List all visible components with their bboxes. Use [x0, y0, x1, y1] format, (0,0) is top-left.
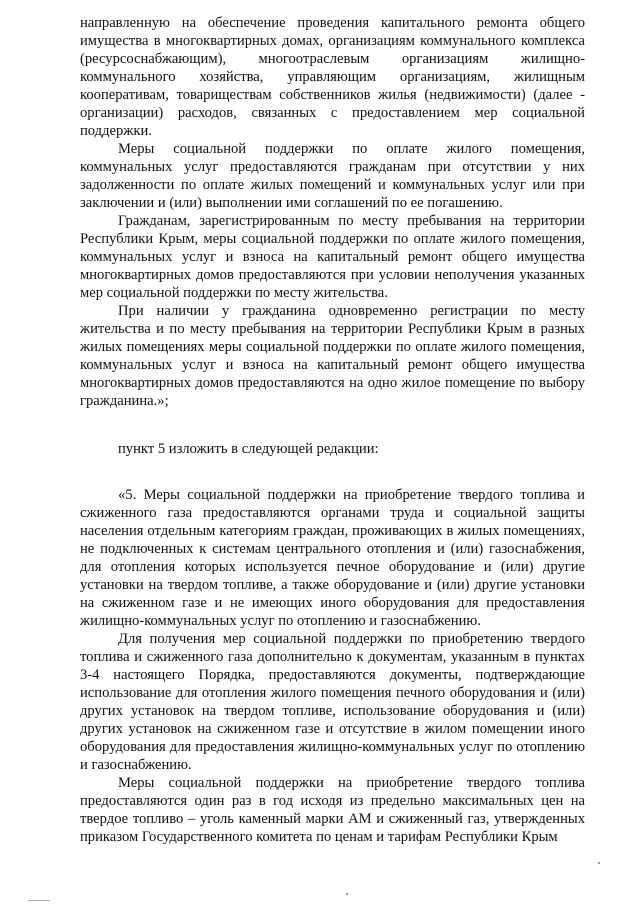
paragraph-debt-condition: Меры социальной поддержки по оплате жилого помещения, коммунальных услуг предоставляются гражданам при отсутствии у них задолженности по оплате жилых помещений и коммунальных услуг или при заключении и (или) выполнении ими соглашений по ее погашению.: [80, 141, 585, 211]
paragraph-temporary-registration: Гражданам, зарегистрированным по месту пребывания на территории Республики Крым, меры социальной поддержки по оплате жилого помещения, коммунальных услуг и взноса на капитальный ремонт общего имущества многоквартирных домов предоставляются при условии неполучения указанных мер социальной поддержки по месту жительства.: [80, 213, 585, 301]
scan-artifact: [346, 893, 348, 895]
scan-artifact: [28, 900, 50, 901]
paragraph-continuation: направленную на обеспечение проведения капитального ремонта общего имущества в многоквартирных домах, организациям коммунального комплекса (ресурсоснабжающим), многоотраслевым организациям жилищно-коммунального хозяйства, управляющим организациям, жилищным кооперативам, товариществам собственников жилья (недвижимости) (далее - организации) расходов, связанных с предоставлением мер социальной поддержки.: [80, 15, 585, 139]
paragraph-fuel-prices: Меры социальной поддержки на приобретение твердого топлива предоставляются один раз в год исходя из предельно максимальных цен на твердое топливо – уголь каменный марки АМ и сжиженный газ, утвержденных приказом Государственного комитета по ценам и тарифам Республики Крым: [80, 775, 585, 845]
document-body: [80, 14, 585, 846]
paragraph-point-5: «5. Меры социальной поддержки на приобретение твердого топлива и сжиженного газа предоставляются органами труда и социальной защиты населения отдельным категориям граждан, проживающих в жилых помещениях, не подключенных к системам центрального отопления и (или) газоснабжения, для отопления которых используется печное оборудование и (или) другие установки на твердом топливе, а также оборудование и (или) другие установки на сжиженном газе и не имеющих иного оборудования для предоставления жилищно-коммунальных услуг по отоплению и газоснабжению.: [80, 487, 585, 629]
paragraph-amendment-intro: пункт 5 изложить в следующей редакции:: [118, 441, 379, 457]
paragraph-required-documents: Для получения мер социальной поддержки по приобретению твердого топлива и сжиженного газа дополнительно к документам, указанным в пунктах 3-4 настоящего Порядка, предоставляются документы, подтверждающие использование для отопления жилого помещения печного оборудования и (или) других установок на твердом топливе, использование оборудования и (или) других установок на сжиженном газе и отсутствие в жилом помещении иного оборудования для предоставления жилищно-коммунальных услуг по отоплению и газоснабжению.: [80, 631, 585, 773]
scan-artifact: [598, 862, 600, 864]
paragraph-dual-registration: При наличии у гражданина одновременно регистрации по месту жительства и по месту пребывания на территории Республики Крым в разных жилых помещениях меры социальной поддержки по оплате жилого помещения, коммунальных услуг и взноса на капитальный ремонт общего имущества многоквартирных домов предоставляются на одно жилое помещение по выбору гражданина.»;: [80, 303, 585, 409]
